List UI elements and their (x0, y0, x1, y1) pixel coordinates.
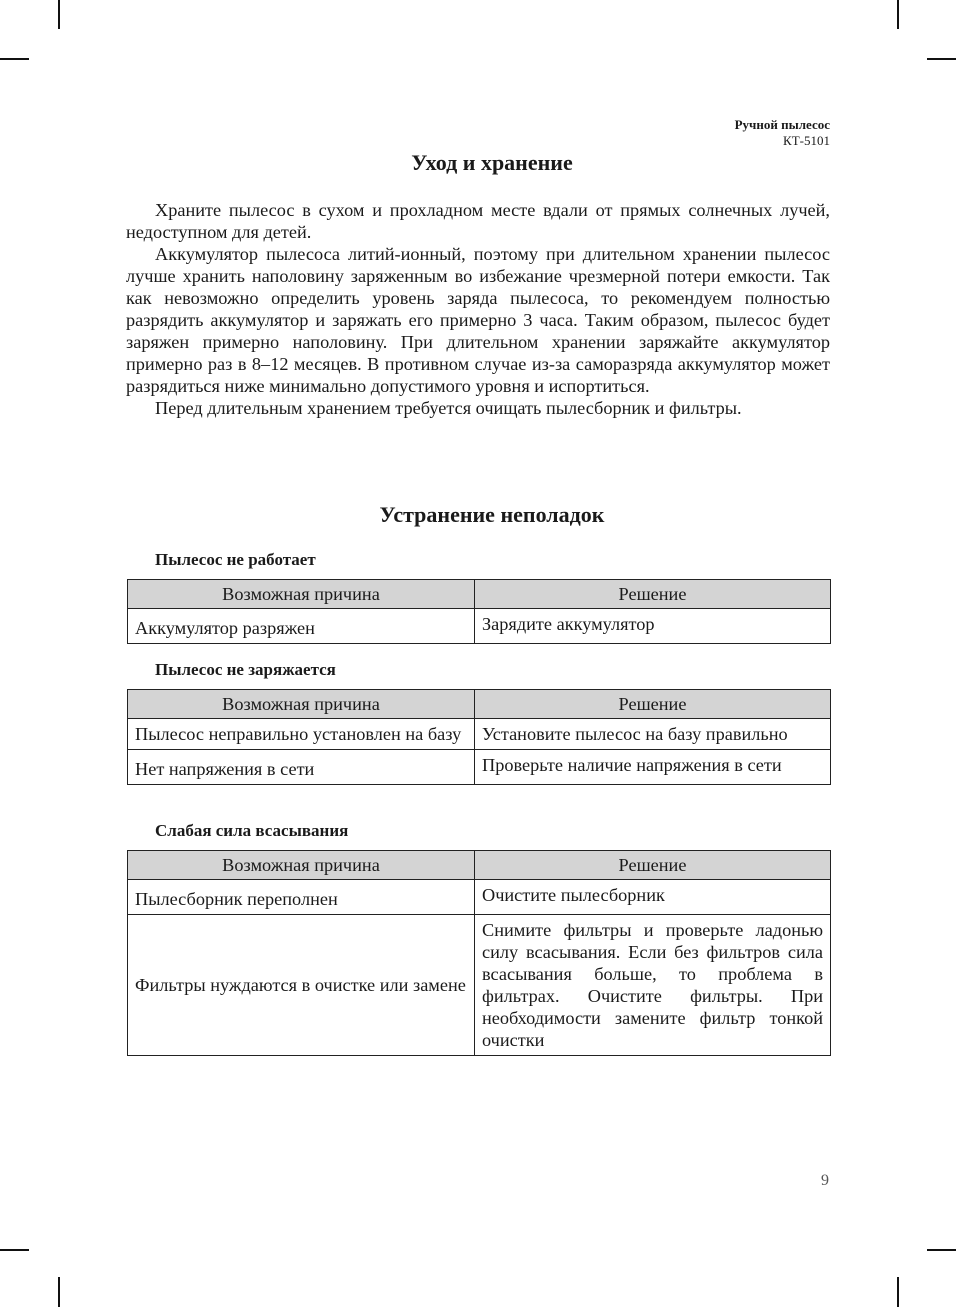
header-product: Ручной пылесос (734, 117, 830, 132)
crop-mark-bottom-left-h (0, 1249, 29, 1251)
table-title: Пылесос не работает (155, 550, 316, 569)
crop-mark-top-left-v (58, 0, 60, 29)
cause-cell: Аккумулятор разряжен (128, 609, 475, 644)
crop-mark-bottom-right-v (897, 1277, 899, 1307)
column-header-solution: Решение (475, 690, 831, 719)
table-title: Слабая сила всасывания (155, 821, 349, 840)
section-title-care: Уход и хранение (411, 150, 573, 175)
column-header-cause: Возможная причина (128, 851, 475, 880)
page-number: 9 (821, 1172, 829, 1189)
crop-mark-bottom-right-h (927, 1249, 956, 1251)
paragraph: Аккумулятор пылесоса литий-ионный, поэтому при длительном хранении пылесос лучше хранить наполовину заряженным во избежание чрезмерной потери емкости. Так как невозможно определить уровень заряда пылесоса, то рекомендуем полностью разрядить аккумулятор и заряжать его примерно 3 часа. Таким образом, пылесос будет заряжен примерно наполовину. При длительном хранении заряжайте аккумулятор примерно раз в 8–12 месяцев. В противном случае из-за саморазряда аккумулятор может разрядиться ниже минимально допустимого уровня и испортиться. (126, 244, 830, 396)
running-header (735, 117, 830, 149)
care-text (126, 199, 830, 419)
solution-cell: Проверьте наличие напряжения в сети (475, 750, 831, 785)
paragraph: Храните пылесос в сухом и прохладном месте вдали от прямых солнечных лучей, недоступном для детей. (126, 200, 830, 242)
troubleshooting-table (127, 850, 831, 1056)
column-header-cause: Возможная причина (128, 690, 475, 719)
solution-cell: Установите пылесос на базу правильно (475, 719, 831, 750)
troubleshooting-table (127, 689, 831, 785)
table-row (128, 915, 831, 1056)
column-header-solution: Решение (475, 851, 831, 880)
crop-mark-top-right-v (897, 0, 899, 29)
cause-cell: Пылесос неправильно установлен на базу (128, 719, 475, 750)
paragraph: Перед длительным хранением требуется очищать пылесборник и фильтры. (155, 398, 742, 418)
table-row (128, 609, 831, 644)
header-model: КТ-5101 (783, 133, 830, 148)
solution-cell: Зарядите аккумулятор (475, 609, 831, 644)
crop-mark-top-right-h (927, 58, 956, 60)
cause-cell: Фильтры нуждаются в очистке или замене (128, 915, 475, 1056)
solution-cell: Снимите фильтры и проверьте ладонью силу всасывания. Если без фильтров сила всасывания больше, то проблема в фильтрах. Очистите фильтры. При необходимости замените фильтр тонкой очистки (475, 915, 831, 1056)
cause-cell: Нет напряжения в сети (128, 750, 475, 785)
table-title: Пылесос не заряжается (155, 660, 336, 679)
table-row (128, 750, 831, 785)
column-header-solution: Решение (475, 580, 831, 609)
cause-cell: Пылесборник переполнен (128, 880, 475, 915)
column-header-cause: Возможная причина (128, 580, 475, 609)
troubleshooting-table (127, 579, 831, 644)
crop-mark-bottom-left-v (58, 1277, 60, 1307)
table-row (128, 719, 831, 750)
crop-mark-top-left-h (0, 58, 29, 60)
solution-cell: Очистите пылесборник (475, 880, 831, 915)
table-row (128, 880, 831, 915)
section-title-troubleshooting: Устранение неполадок (379, 502, 605, 527)
